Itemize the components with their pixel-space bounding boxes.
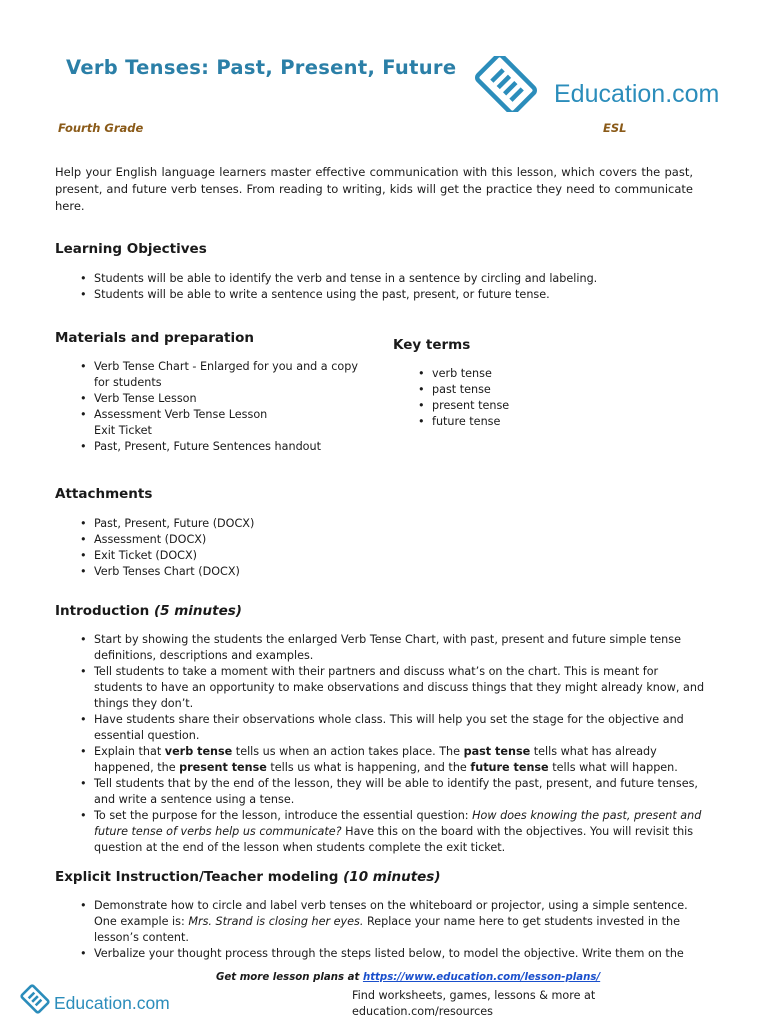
text-run: tells what will happen. [548, 761, 678, 774]
list-item [78, 808, 706, 856]
footer-resources-line: Find worksheets, games, lessons & more at [352, 989, 596, 1002]
text-run: Demonstrate how to circle and label verb tenses on the whiteboard or projector, using a simple sentence. One example is: [94, 899, 688, 928]
brand-logo[interactable] [466, 56, 726, 112]
lesson-plans-link[interactable]: https://www.education.com/lesson-plans/ [362, 972, 601, 983]
footer-resources-line: education.com/resources [352, 1005, 493, 1018]
list-item: • Have students share their observations whole class. This will help you set the stage for the objective and essential question. [78, 712, 706, 744]
list-item: • verb tense [416, 366, 616, 382]
bold-term: present tense [179, 761, 267, 774]
footer-resources [352, 988, 595, 1020]
explicit-instruction-list [78, 898, 713, 964]
footer-brand-logo[interactable] [17, 981, 197, 1017]
list-item: • past tense [416, 382, 616, 398]
list-item: • Tell students that by the end of the lesson, they will be able to identify the past, present, and future tenses, and write a sentence using a tense. [78, 776, 706, 808]
list-item-text: Verb Tense Chart - Enlarged for you and a copy for students [94, 360, 358, 389]
text-run: Explain that [94, 745, 165, 758]
materials-heading: Materials and preparation [55, 330, 254, 346]
brand-name: Education.com [554, 80, 720, 108]
bold-term: past tense [463, 745, 531, 758]
introduction-heading [55, 603, 242, 619]
attachments-list [78, 516, 378, 580]
text-run: Replace your name here to get students invested in the lesson’s content. [94, 915, 680, 944]
text-run: tells what has already happened, the [94, 745, 657, 774]
section-duration: (10 minutes) [343, 869, 441, 885]
text-run: To set the purpose for the lesson, introduce the essential question: [94, 809, 473, 822]
list-item-text: Assessment Verb Tense Lesson Exit Ticket [94, 408, 268, 437]
footer-more-lessons [216, 972, 600, 983]
list-item: • Verbalize your thought process through the steps listed below, to model the objective. Write them on the [78, 946, 713, 962]
bold-term: future tense [470, 761, 549, 774]
section-duration: (5 minutes) [153, 603, 242, 619]
list-item: • Verb Tense Lesson [78, 391, 373, 407]
list-item [78, 407, 284, 439]
education-logo-icon [466, 56, 546, 112]
list-item: • Students will be able to write a sentence using the past, present, or future tense. [78, 287, 718, 303]
introduction-list [78, 632, 706, 856]
attachment-link[interactable]: • Past, Present, Future (DOCX) [78, 516, 378, 532]
list-item: • present tense [416, 398, 616, 414]
key-terms-list [416, 366, 616, 430]
attachment-link[interactable]: • Exit Ticket (DOCX) [78, 548, 378, 564]
text-run: Have this on the board with the objectives. You will revisit this question at the end of the lesson when students complete the exit ticket. [94, 825, 694, 854]
list-item: • future tense [416, 414, 616, 430]
education-logo-icon [17, 981, 53, 1017]
list-item [78, 359, 373, 391]
list-item: • Start by showing the students the enlarged Verb Tense Chart, with past, present and future simple tense definitions, descriptions and examples. [78, 632, 706, 664]
list-item: • Tell students to take a moment with their partners and discuss what’s on the chart. This is meant for students to have an opportunity to make observations and discuss things that they might already know, and things they don’t. [78, 664, 706, 712]
attachment-link[interactable]: • Assessment (DOCX) [78, 532, 378, 548]
intro-paragraph: Help your English language learners master effective communication with this lesson, which covers the past, present, and future verb tenses. From reading to writing, kids will get the practice they need to communicate here. [55, 165, 693, 213]
footer-brand-name: Education.com [54, 993, 170, 1013]
page-title: Verb Tenses: Past, Present, Future [66, 56, 457, 79]
key-terms-heading: Key terms [393, 337, 471, 353]
objectives-list [78, 271, 718, 303]
list-item: • Students will be able to identify the verb and tense in a sentence by circling and labeling. [78, 271, 718, 287]
text-run: tells us what is happening, and the [266, 761, 471, 774]
bold-term: verb tense [164, 745, 233, 758]
objectives-heading: Learning Objectives [55, 241, 207, 257]
subject-label: ESL [603, 121, 627, 135]
section-title: Introduction [55, 603, 150, 619]
text-run: tells us when an action takes place. The [232, 745, 464, 758]
list-item [78, 744, 706, 776]
section-title: Explicit Instruction/Teacher modeling [55, 869, 339, 885]
essential-question: How does knowing the past, present and future tense of verbs help us communicate? [94, 809, 702, 838]
attachments-heading: Attachments [55, 486, 153, 502]
example-sentence: Mrs. Strand is closing her eyes. [188, 915, 364, 928]
explicit-instruction-heading [55, 869, 441, 885]
list-item: • Past, Present, Future Sentences handout [78, 439, 373, 455]
footer-label: Get more lesson plans at [216, 972, 363, 983]
grade-label: Fourth Grade [58, 121, 144, 135]
list-item [78, 898, 713, 946]
materials-list [78, 359, 373, 455]
attachment-link[interactable]: • Verb Tenses Chart (DOCX) [78, 564, 378, 580]
